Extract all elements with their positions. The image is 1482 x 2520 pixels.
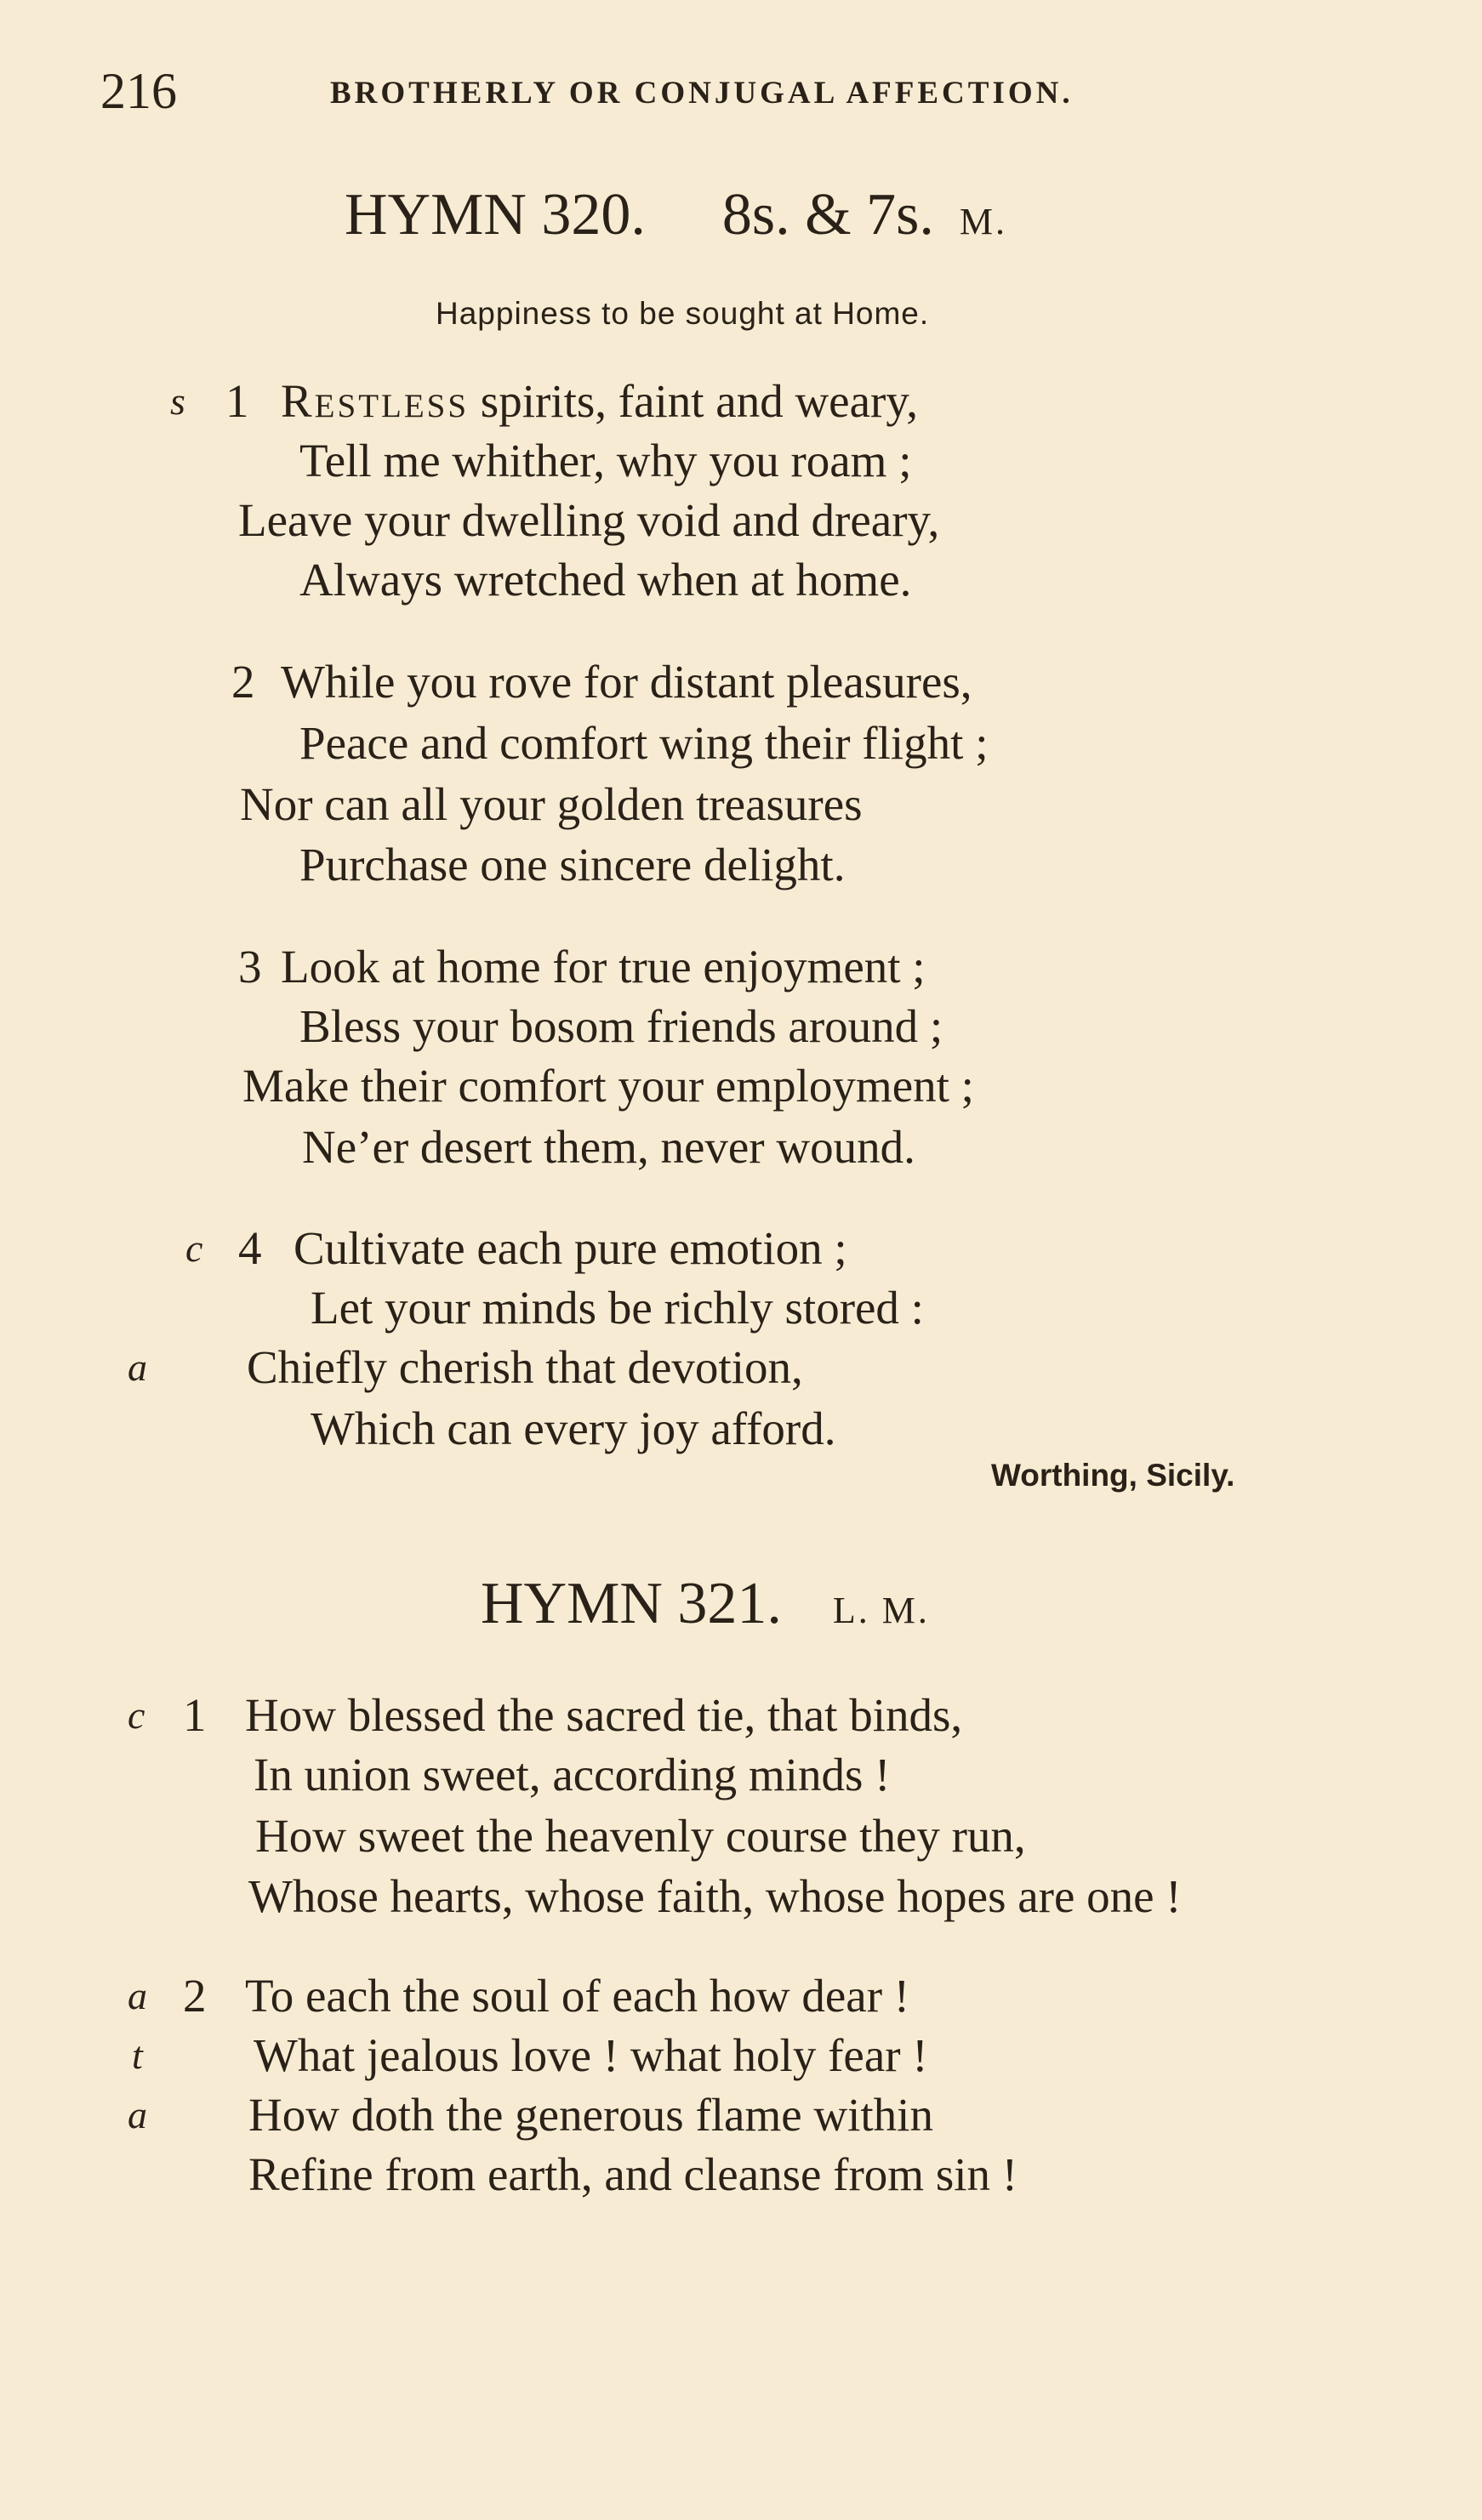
verse-line: Cultivate each pure emotion ; (294, 1222, 847, 1274)
page-header (100, 61, 1257, 121)
verse-line: Look at home for true enjoyment ; (281, 941, 926, 993)
verse-line: Bless your bosom friends around ; (299, 1000, 943, 1052)
verse-number: 3 (238, 941, 262, 993)
verse-number: 1 (183, 1689, 207, 1741)
verse-line: Ne’er desert them, never wound. (302, 1121, 915, 1173)
verse-line: Chiefly cherish that devotion, (247, 1341, 803, 1393)
verse-number: 2 (231, 656, 255, 708)
page-number: 216 (100, 63, 177, 119)
verse-line: While you rove for distant pleasures, (281, 656, 972, 708)
verse-mark: a (128, 2093, 147, 2136)
running-title: BROTHERLY OR CONJUGAL AFFECTION. (330, 76, 1074, 111)
hymn-320-title (345, 179, 1007, 259)
verse-mark: c (128, 1693, 145, 1737)
hymn-320-number: HYMN 320. (345, 182, 646, 247)
verse-line: How blessed the sacred tie, that binds, (245, 1689, 963, 1741)
verse-number: 1 (225, 375, 249, 427)
verse-line: Purchase one sincere delight. (299, 839, 846, 890)
hymn-320-subtitle: Happiness to be sought at Home. (436, 296, 930, 331)
verse-line: To each the soul of each how dear ! (245, 1970, 910, 2022)
verse-line: Whose hearts, whose faith, whose hopes are one ! (248, 1870, 1182, 1922)
verse-mark: t (132, 2034, 143, 2077)
verse-line: Which can every joy afford. (311, 1402, 836, 1454)
hymn-321-title (481, 1567, 930, 1647)
verse-line: Leave your dwelling void and dreary, (238, 494, 940, 546)
verse-mark: s (170, 379, 185, 423)
verse-first-word: Restless (281, 375, 470, 427)
verse-line: Nor can all your golden treasures (240, 778, 863, 830)
verse-number: 4 (238, 1222, 262, 1274)
verse-line: Tell me whither, why you roam ; (299, 435, 912, 486)
hymn-321-number: HYMN 321. (481, 1571, 782, 1636)
verse-number: 2 (183, 1970, 207, 2022)
verse-line: What jealous love ! what holy fear ! (254, 2029, 928, 2081)
verse-line: Peace and comfort wing their flight ; (299, 717, 989, 769)
verse-line-text: spirits, faint and weary, (469, 375, 918, 427)
verse-line: Always wretched when at home. (299, 554, 912, 606)
tune-names: Worthing, Sicily. (991, 1458, 1235, 1493)
verse-mark: a (128, 1345, 147, 1389)
verse-line: How doth the generous flame within (248, 2089, 933, 2141)
verse-line: Let your minds be richly stored : (311, 1282, 924, 1334)
hymn-320-meter: 8s. & 7s. (721, 182, 934, 247)
verse-line: Refine from earth, and cleanse from sin ! (248, 2148, 1018, 2200)
verse-mark: a (128, 1974, 147, 2017)
verse-line: Make their comfort your employment ; (242, 1060, 974, 1112)
verse-line (281, 374, 918, 429)
hymn-321-meter: L. M. (832, 1590, 930, 1631)
verse-line: In union sweet, according minds ! (254, 1749, 891, 1800)
verse-mark: c (185, 1226, 203, 1270)
verse-line: How sweet the heavenly course they run, (255, 1810, 1026, 1862)
hymn-320-meter-abbr: M. (959, 201, 1007, 242)
